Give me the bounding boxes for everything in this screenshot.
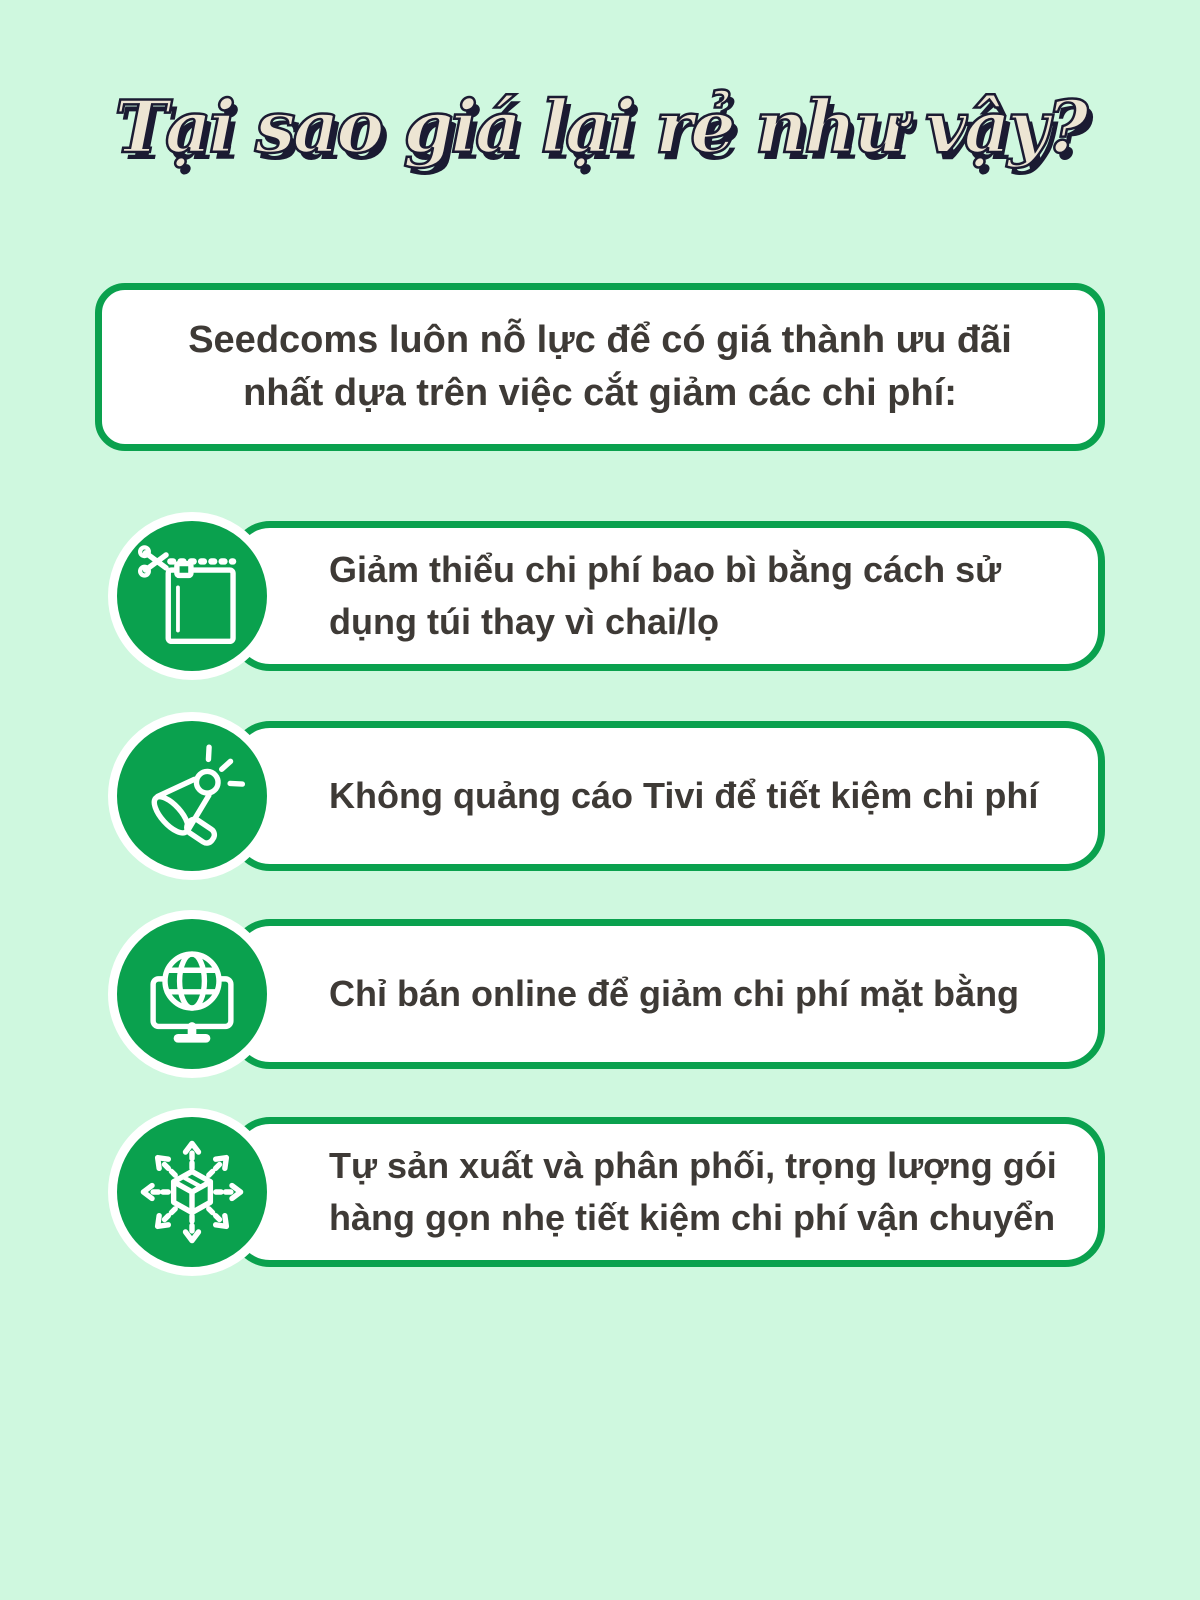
reason-badge (108, 512, 276, 680)
reason-text: Không quảng cáo Tivi để tiết kiệm chi phí (329, 775, 1039, 816)
reason-text: Tự sản xuất và phân phối, trọng lượng gói hàng gọn nhẹ tiết kiệm chi phí vận chuyển (329, 1145, 1057, 1238)
reason-text: Chỉ bán online để giảm chi phí mặt bằng (329, 973, 1020, 1014)
reason-row-advertising (108, 712, 1105, 880)
reason-row-distribution (108, 1108, 1105, 1276)
reason-card (230, 521, 1105, 671)
reason-row-online (108, 910, 1105, 1078)
intro-line-1: Seedcoms luôn nỗ lực để có giá thành ưu đãi (188, 319, 1012, 361)
distribution-arrows-icon (138, 1138, 246, 1246)
reason-badge (108, 712, 276, 880)
intro-card (95, 283, 1105, 451)
reason-card (230, 721, 1105, 871)
reason-badge (108, 910, 276, 1078)
globe-monitor-icon (138, 940, 246, 1048)
bag-scissors-icon (138, 542, 246, 650)
reason-badge (108, 1108, 276, 1276)
reason-card (230, 1117, 1105, 1267)
page-title: Tại sao giá lại rẻ như vậy? (114, 84, 1086, 169)
megaphone-icon (138, 742, 246, 850)
reason-text: Giảm thiểu chi phí bao bì bằng cách sử dụng túi thay vì chai/lọ (329, 549, 1002, 642)
reason-row-packaging (108, 512, 1105, 680)
reason-card (230, 919, 1105, 1069)
intro-line-2: nhất dựa trên việc cắt giảm các chi phí: (243, 372, 957, 414)
